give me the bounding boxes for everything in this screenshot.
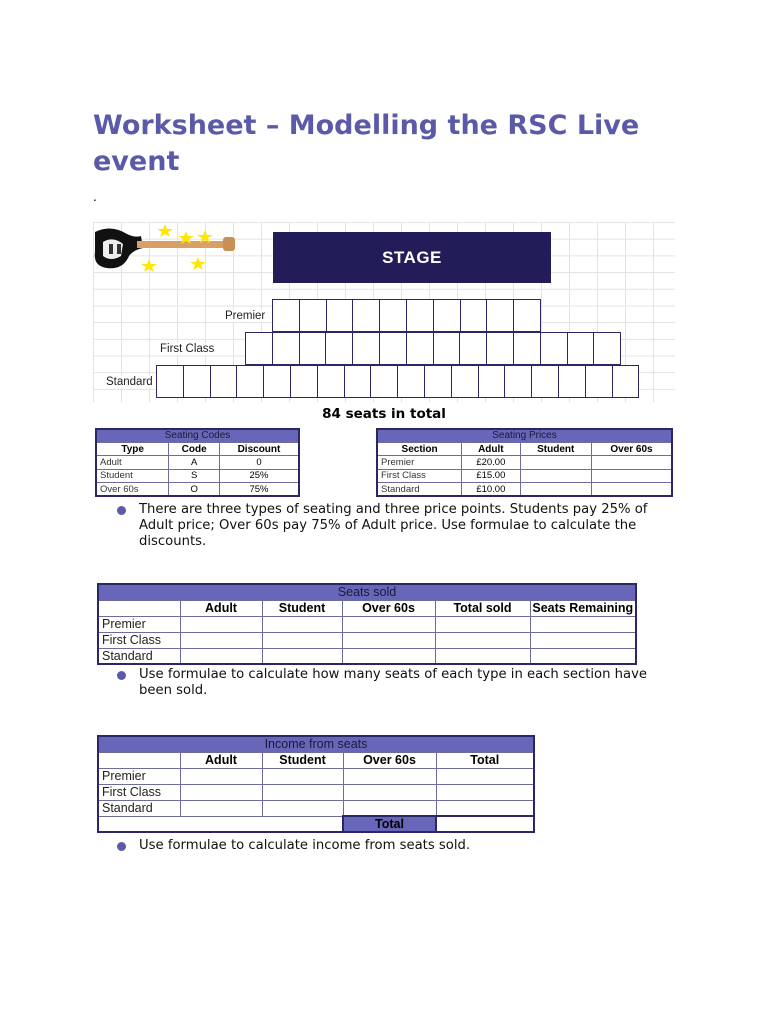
seat	[424, 365, 452, 398]
row-label: First Class	[98, 632, 180, 648]
bullet-discounts: There are three types of seating and three price points. Students pay 25% of Adult price; Over 60s pay 75% of Adult price. Use formulae to calculate the discounts.	[139, 502, 684, 550]
seat	[451, 365, 479, 398]
table-row	[96, 483, 299, 496]
table-cell[interactable]	[343, 800, 436, 816]
column-header: Adult	[180, 600, 262, 616]
standard-seat-row	[157, 365, 639, 398]
table-cell: O	[169, 483, 220, 496]
seat	[433, 332, 461, 365]
table-cell[interactable]	[180, 616, 262, 632]
column-header: Student	[520, 442, 592, 455]
seat	[459, 332, 487, 365]
table-cell	[520, 456, 592, 469]
row-label-premier: Premier	[225, 310, 266, 322]
bullet-income: Use formulae to calculate income from seats sold.	[139, 838, 684, 854]
table-cell[interactable]	[343, 768, 436, 784]
seats-total: 84 seats in total	[322, 406, 446, 422]
table-title: Seats sold	[98, 584, 636, 600]
table-title: Seating Prices	[377, 429, 672, 442]
seat	[370, 365, 398, 398]
seat	[245, 332, 273, 365]
table-cell[interactable]	[435, 648, 530, 664]
row-label: Standard	[98, 800, 180, 816]
seat	[156, 365, 184, 398]
column-header	[98, 752, 180, 768]
seat	[513, 299, 541, 332]
column-header: Code	[169, 442, 220, 455]
bullet-seats-sold: Use formulae to calculate how many seats of each type in each section have been sold.	[139, 667, 684, 699]
seating-plan	[93, 222, 675, 402]
table-cell: 25%	[219, 469, 299, 482]
row-label: Standard	[98, 648, 180, 664]
seating-prices-table	[376, 428, 673, 497]
seat	[504, 365, 532, 398]
row-label: Premier	[98, 768, 180, 784]
seat	[379, 299, 407, 332]
seat	[460, 299, 488, 332]
empty-cell	[180, 816, 262, 832]
seat	[352, 332, 380, 365]
table-cell[interactable]	[436, 768, 534, 784]
seating-codes-table	[95, 428, 300, 497]
table-row	[98, 800, 534, 816]
seat	[272, 299, 300, 332]
table-title: Seating Codes	[96, 429, 299, 442]
table-cell: £10.00	[462, 483, 520, 496]
table-cell: £20.00	[462, 456, 520, 469]
table-row	[377, 483, 672, 496]
table-cell: First Class	[377, 469, 462, 482]
seat	[486, 332, 514, 365]
table-cell[interactable]	[262, 784, 343, 800]
seat	[379, 332, 407, 365]
table-cell[interactable]	[262, 768, 343, 784]
column-header: Adult	[462, 442, 520, 455]
seat	[325, 332, 353, 365]
seat	[326, 299, 354, 332]
table-cell: Over 60s	[96, 483, 169, 496]
table-cell: Standard	[377, 483, 462, 496]
table-row	[98, 632, 636, 648]
table-row	[377, 456, 672, 469]
seat	[299, 332, 327, 365]
seat	[344, 365, 372, 398]
column-header: Student	[262, 600, 342, 616]
table-cell	[520, 469, 592, 482]
table-cell[interactable]	[435, 616, 530, 632]
column-header: Discount	[219, 442, 299, 455]
seat	[272, 332, 300, 365]
income-table	[97, 735, 535, 833]
premier-seat-row	[273, 299, 541, 332]
table-cell	[520, 483, 592, 496]
table-cell	[592, 483, 673, 496]
table-title: Income from seats	[98, 736, 534, 752]
dot-text: .	[93, 190, 97, 204]
table-cell[interactable]	[342, 648, 435, 664]
seat	[263, 365, 291, 398]
seat	[567, 332, 595, 365]
table-cell[interactable]	[436, 784, 534, 800]
seat	[531, 365, 559, 398]
table-cell[interactable]	[342, 632, 435, 648]
table-row	[377, 469, 672, 482]
seat	[210, 365, 238, 398]
table-row	[96, 456, 299, 469]
table-cell: Student	[96, 469, 169, 482]
table-row	[98, 648, 636, 664]
column-header: Section	[377, 442, 462, 455]
table-cell[interactable]	[342, 616, 435, 632]
table-cell[interactable]	[180, 784, 262, 800]
table-cell: A	[169, 456, 220, 469]
row-label-first-class: First Class	[160, 343, 215, 355]
table-cell: 0	[219, 456, 299, 469]
stage-block: STAGE	[273, 232, 551, 283]
seat	[612, 365, 640, 398]
seat	[290, 365, 318, 398]
seats-sold-table	[97, 583, 637, 665]
first-class-seat-row	[246, 332, 621, 365]
seat	[558, 365, 586, 398]
empty-cell	[98, 816, 180, 832]
table-row	[98, 784, 534, 800]
seat	[478, 365, 506, 398]
table-cell[interactable]	[262, 800, 343, 816]
column-header	[98, 600, 180, 616]
seat	[352, 299, 380, 332]
seat	[236, 365, 264, 398]
table-cell: S	[169, 469, 220, 482]
column-header: Total	[436, 752, 534, 768]
seat	[593, 332, 621, 365]
column-header: Type	[96, 442, 169, 455]
seat	[406, 332, 434, 365]
table-row	[98, 816, 534, 832]
column-header: Adult	[180, 752, 262, 768]
seat	[397, 365, 425, 398]
table-cell[interactable]	[180, 648, 262, 664]
column-header: Seats Remaining	[530, 600, 636, 616]
row-label: First Class	[98, 784, 180, 800]
column-header: Over 60s	[343, 752, 436, 768]
table-cell[interactable]	[262, 648, 342, 664]
row-label: Premier	[98, 616, 180, 632]
empty-cell	[262, 816, 343, 832]
seat	[486, 299, 514, 332]
table-cell: Premier	[377, 456, 462, 469]
seat	[317, 365, 345, 398]
table-cell[interactable]	[435, 632, 530, 648]
table-cell[interactable]	[262, 616, 342, 632]
table-cell[interactable]	[262, 632, 342, 648]
seat	[513, 332, 541, 365]
table-cell[interactable]	[343, 784, 436, 800]
seat	[299, 299, 327, 332]
seat	[183, 365, 211, 398]
column-header: Over 60s	[342, 600, 435, 616]
table-cell[interactable]	[530, 616, 636, 632]
column-header: Total sold	[435, 600, 530, 616]
table-cell: Adult	[96, 456, 169, 469]
row-label-standard: Standard	[106, 376, 153, 388]
table-cell[interactable]	[530, 632, 636, 648]
table-cell[interactable]	[180, 800, 262, 816]
table-cell: 75%	[219, 483, 299, 496]
total-label: Total	[343, 816, 436, 832]
column-header: Over 60s	[592, 442, 673, 455]
guitar-icon	[93, 222, 243, 282]
table-cell[interactable]	[436, 800, 534, 816]
page-title: Worksheet – Modelling the RSC Live event	[93, 110, 640, 177]
total-cell[interactable]	[436, 816, 534, 832]
seat	[540, 332, 568, 365]
seat	[585, 365, 613, 398]
table-cell[interactable]	[180, 768, 262, 784]
table-row	[98, 768, 534, 784]
table-row	[96, 469, 299, 482]
table-cell[interactable]	[180, 632, 262, 648]
seat	[433, 299, 461, 332]
table-cell	[592, 456, 673, 469]
table-cell: £15.00	[462, 469, 520, 482]
table-cell	[592, 469, 673, 482]
column-header: Student	[262, 752, 343, 768]
table-cell[interactable]	[530, 648, 636, 664]
table-row	[98, 616, 636, 632]
seat	[406, 299, 434, 332]
